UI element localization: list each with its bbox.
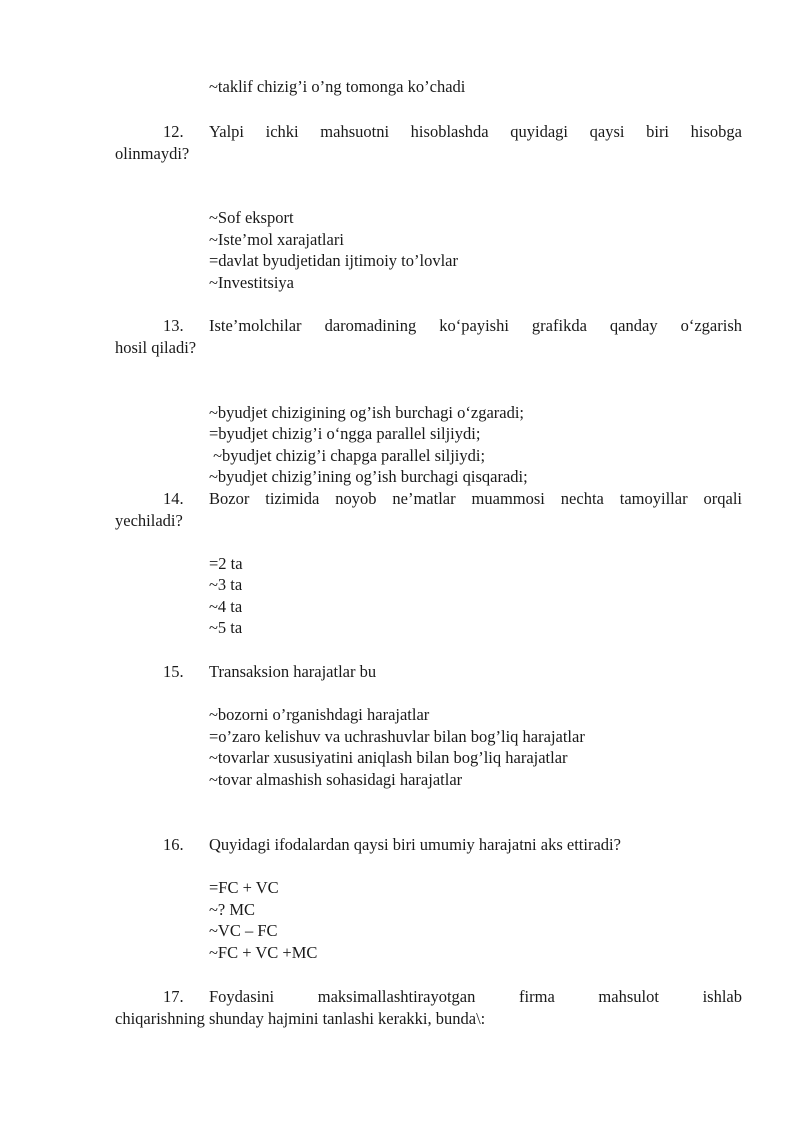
answer-option: ~4 ta [209,597,243,616]
question-number: 13. [163,316,184,335]
question-text-continuation: chiqarishning shunday hajmini tanlashi kerakki, bunda\: [115,1009,486,1028]
answer-option: ~byudjet chizigining og’ish burchagi o‘zgaradi; [209,403,525,422]
question-text-continuation: yechiladi? [115,511,183,530]
question-text: Yalpi ichki mahsuotni hisoblashda quyidagi qaysi biri hisobga [209,122,742,141]
answer-option: ~Sof eksport [209,208,294,227]
answer-option: ~FC + VC +MC [209,943,318,962]
answer-option: =FC + VC [209,878,279,897]
question-number: 16. [163,835,184,854]
answer-option: =o’zaro kelishuv va uchrashuvlar bilan bog’liq harajatlar [209,727,585,746]
answer-option: ~tovarlar xususiyatini aniqlash bilan bog’liq harajatlar [209,748,568,767]
question-text: Quyidagi ifodalardan qaysi biri umumiy harajatni aks ettiradi? [209,835,621,854]
answer-option: ~3 ta [209,575,243,594]
answer-option: =byudjet chizig’i o‘ngga parallel siljiydi; [209,424,481,443]
answer-option: ~tovar almashish sohasidagi harajatlar [209,770,463,789]
answer-option: ~Iste’mol xarajatlari [209,230,344,249]
answer-option: ~bozorni o’rganishdagi harajatlar [209,705,430,724]
answer-option: =davlat byudjetidan ijtimoiy to’lovlar [209,251,458,270]
question-text: Transaksion harajatlar bu [209,662,377,681]
answer-option: ~Investitsiya [209,273,294,292]
question-number: 17. [163,987,184,1006]
answer-option: =2 ta [209,554,243,573]
answer-option: ~? MC [209,900,256,919]
answer-option: ~taklif chizig’i o’ng tomonga ko’chadi [209,77,466,96]
question-text: Iste’molchilar daromadining ko‘payishi grafikda qanday o‘zgarish [209,316,742,335]
answer-option: ~VC – FC [209,921,278,940]
question-number: 12. [163,122,184,141]
answer-option: ~byudjet chizig’ining og’ish burchagi qisqaradi; [209,467,528,486]
answer-option: ~5 ta [209,618,243,637]
question-text: Foydasini maksimallashtirayotgan firma mahsulot ishlab [209,987,742,1006]
question-number: 15. [163,662,184,681]
question-text-continuation: olinmaydi? [115,144,190,163]
question-text-continuation: hosil qiladi? [115,338,197,357]
question-text: Bozor tizimida noyob ne’matlar muammosi nechta tamoyillar orqali [209,489,742,508]
question-number: 14. [163,489,184,508]
answer-option: ~byudjet chizig’i chapga parallel siljiydi; [209,446,486,465]
